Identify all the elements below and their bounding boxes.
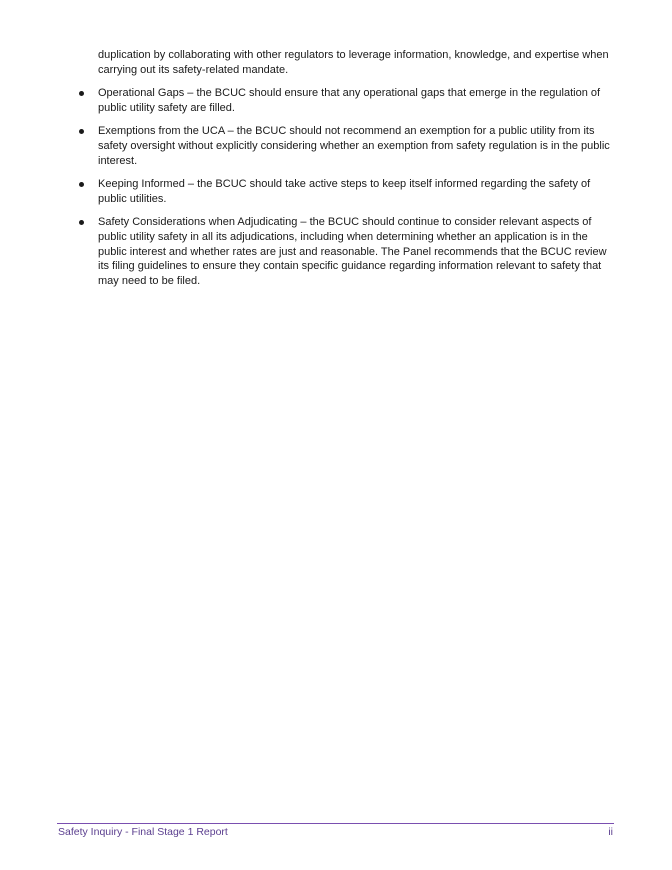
list-item (98, 177, 616, 206)
bullet-icon (79, 129, 84, 134)
footer-divider (57, 823, 614, 824)
list-item-text: Operational Gaps – the BCUC should ensure that any operational gaps that emerge in the regulation of public utility safety are filled. (98, 87, 601, 114)
page-number: ii (608, 826, 613, 838)
list-item-text: Keeping Informed – the BCUC should take active steps to keep itself informed regarding the safety of public utilities. (98, 178, 591, 205)
list-item (98, 215, 616, 288)
footer-title: Safety Inquiry - Final Stage 1 Report (58, 826, 228, 838)
body-content (98, 48, 616, 297)
list-item-text: Safety Considerations when Adjudicating – the BCUC should continue to consider relevant aspects of public utility safety in all its adjudications, including when determining whether an application is in the public interest and whether rates are just and reasonable. The Panel recommends that the BCUC review its filing guidelines to ensure they contain specific guidance regarding information relevant to safety that may need to be filed. (98, 216, 607, 287)
list-item-text: Exemptions from the UCA – the BCUC should not recommend an exemption for a public utility from its safety oversight without explicitly considering whether an exemption from safety regulation is in the public interest. (98, 125, 610, 167)
bullet-icon (79, 182, 84, 187)
list-item (98, 86, 616, 115)
bullet-icon (79, 91, 84, 96)
recommendation-list (98, 86, 616, 288)
continuation-paragraph: duplication by collaborating with other regulators to leverage information, knowledge, and expertise when carrying out its safety-related mandate. (98, 49, 609, 76)
list-item (98, 124, 616, 168)
bullet-icon (79, 220, 84, 225)
